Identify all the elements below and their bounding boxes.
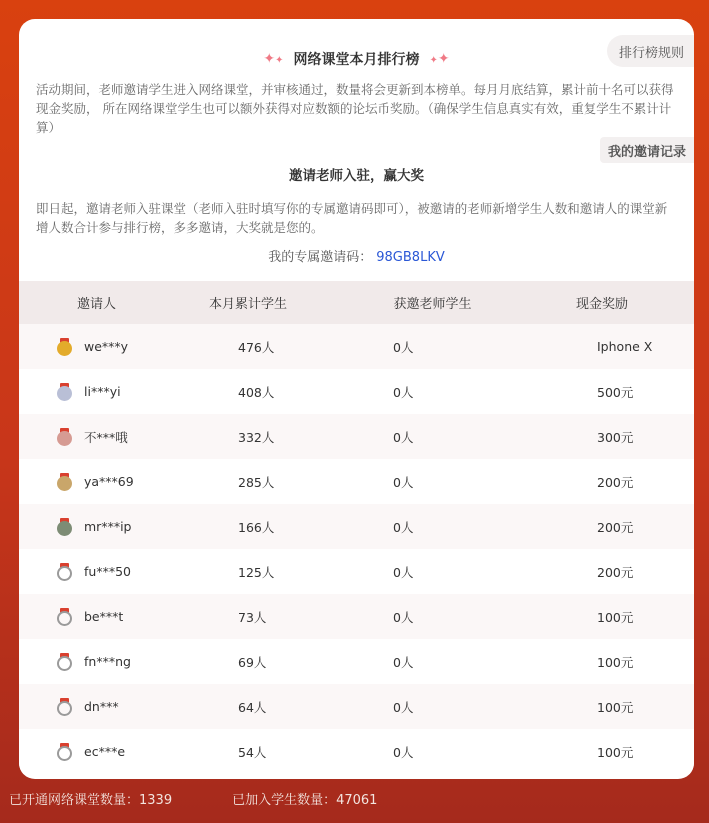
- teacher-students-cell: 0人: [393, 699, 414, 715]
- teacher-students-cell: 0人: [393, 609, 414, 625]
- inviter-cell: [19, 473, 174, 491]
- monthly-students-cell: 476人: [238, 339, 275, 355]
- medal-icon: [57, 428, 72, 446]
- page-title: 网络课堂本月排行榜: [293, 52, 420, 68]
- sparkle-icon: ✦✦: [429, 51, 450, 67]
- reward-cell: 100元: [597, 654, 634, 670]
- inviter-name: ec***e: [84, 744, 126, 759]
- monthly-students-cell: 408人: [238, 384, 275, 400]
- teacher-students-cell: 0人: [393, 429, 414, 445]
- reward-cell: 200元: [597, 564, 634, 580]
- header-inviter: 邀请人: [76, 297, 116, 312]
- monthly-students-cell: 285人: [238, 474, 275, 490]
- invite-subtitle: 邀请老师入驻，赢大奖: [289, 168, 424, 184]
- monthly-students-cell: 332人: [238, 429, 275, 445]
- inviter-cell: [19, 563, 174, 581]
- inviter-name: fn***ng: [84, 654, 131, 669]
- reward-cell: 300元: [597, 429, 634, 445]
- stats-footer: [9, 789, 377, 808]
- inviter-cell: [19, 383, 174, 401]
- inviter-name: dn***: [84, 699, 119, 714]
- table-row: [19, 414, 694, 459]
- reward-cell: 100元: [597, 744, 634, 760]
- inviter-name: ya***69: [84, 474, 134, 489]
- medal-icon: [57, 653, 72, 671]
- inviter-name: fu***50: [84, 564, 131, 579]
- monthly-students-cell: 166人: [238, 519, 275, 535]
- reward-cell: 200元: [597, 474, 634, 490]
- rules-button[interactable]: 排行榜规则: [607, 35, 694, 67]
- inviter-cell: [19, 743, 174, 761]
- activity-description: 活动期间，老师邀请学生进入网络课堂，并审核通过，数量将会更新到本榜单。每月月底结算，累计前十名可以获得现金奖励， 所在网络课堂学生也可以额外获得对应数额的论坛币奖励。（确保学生信息真实有效，重复学生不累计计算）: [36, 82, 674, 135]
- ranking-table: [19, 281, 694, 774]
- title-row: [19, 49, 694, 69]
- inviter-cell: [19, 698, 174, 716]
- medal-icon: [57, 383, 72, 401]
- medal-icon: [57, 473, 72, 491]
- inviter-name: mr***ip: [84, 519, 132, 534]
- table-row: [19, 549, 694, 594]
- teacher-students-cell: 0人: [393, 654, 414, 670]
- table-row: [19, 594, 694, 639]
- inviter-cell: [19, 608, 174, 626]
- header-cash-reward: 现金奖励: [575, 297, 628, 312]
- inviter-cell: [19, 653, 174, 671]
- table-row: [19, 684, 694, 729]
- table-row: [19, 504, 694, 549]
- table-row: [19, 324, 694, 369]
- medal-icon: [57, 338, 72, 356]
- table-row: [19, 459, 694, 504]
- table-header: [19, 281, 694, 324]
- invite-code-line: [19, 246, 694, 265]
- teacher-students-cell: 0人: [393, 564, 414, 580]
- invite-description: 即日起，邀请老师入驻课堂（老师入驻时填写你的专属邀请码即可），被邀请的老师新增学生人数和邀请人的课堂新增人数合计参与排行榜，多多邀请，大奖就是您的。: [36, 201, 668, 235]
- teacher-students-cell: 0人: [393, 474, 414, 490]
- table-row: [19, 639, 694, 684]
- reward-cell: Iphone X: [597, 339, 653, 354]
- table-row: [19, 729, 694, 774]
- header-teacher-students: 获邀老师学生: [393, 297, 472, 312]
- teacher-students-cell: 0人: [393, 519, 414, 535]
- leaderboard-card: [19, 19, 694, 779]
- monthly-students-cell: 125人: [238, 564, 275, 580]
- reward-cell: 500元: [597, 384, 634, 400]
- medal-icon: [57, 698, 72, 716]
- inviter-cell: [19, 428, 174, 446]
- inviter-name: we***y: [84, 339, 129, 354]
- medal-icon: [57, 743, 72, 761]
- invite-code-value[interactable]: 98GB8LKV: [376, 250, 445, 265]
- teacher-students-cell: 0人: [393, 744, 414, 760]
- reward-cell: 100元: [597, 609, 634, 625]
- teacher-students-cell: 0人: [393, 384, 414, 400]
- reward-cell: 200元: [597, 519, 634, 535]
- monthly-students-cell: 73人: [238, 609, 267, 625]
- table-body: [19, 324, 694, 774]
- reward-cell: 100元: [597, 699, 634, 715]
- monthly-students-cell: 54人: [238, 744, 267, 760]
- medal-icon: [57, 518, 72, 536]
- inviter-name: 不***哦: [84, 429, 128, 445]
- medal-icon: [57, 563, 72, 581]
- invite-code-label: 我的专属邀请码：: [268, 250, 373, 265]
- sparkle-icon: ✦✦: [263, 51, 284, 67]
- monthly-students-cell: 64人: [238, 699, 267, 715]
- my-invite-record-button[interactable]: 我的邀请记录: [600, 137, 694, 163]
- monthly-students-cell: 69人: [238, 654, 267, 670]
- inviter-name: li***yi: [84, 384, 121, 399]
- inviter-cell: [19, 338, 174, 356]
- classroom-count: 已开通网络课堂数量：1339: [9, 793, 173, 808]
- teacher-students-cell: 0人: [393, 339, 414, 355]
- inviter-cell: [19, 518, 174, 536]
- inviter-name: be***t: [84, 609, 124, 624]
- student-count: 已加入学生数量：47061: [232, 793, 378, 808]
- table-row: [19, 369, 694, 414]
- medal-icon: [57, 608, 72, 626]
- header-monthly-students: 本月累计学生: [208, 297, 287, 312]
